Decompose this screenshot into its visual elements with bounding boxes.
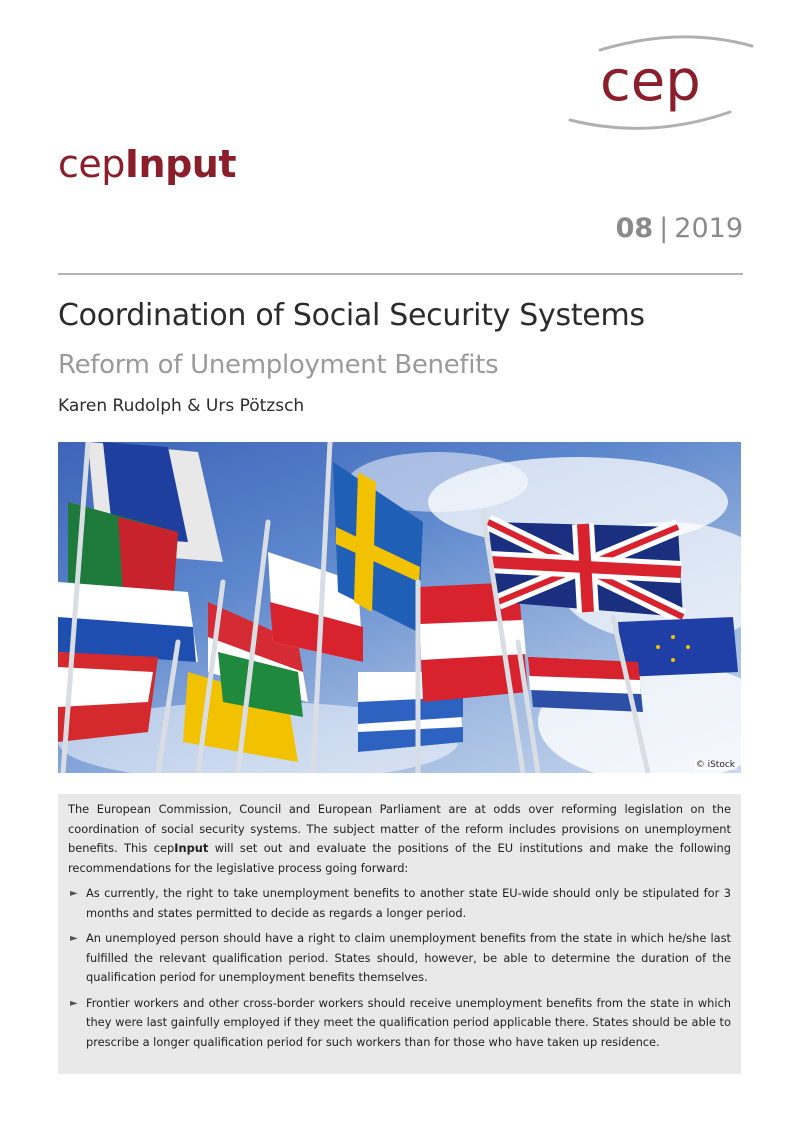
series-name (58, 142, 236, 186)
series-suffix: Input (124, 142, 237, 186)
issue-year: 2019 (674, 213, 743, 244)
list-item-text: As currently, the right to take unemployment benefits to another state EU-wide should only be stipulated for 3 months and states permitted to decide as regards a longer period. (86, 886, 731, 920)
recommendations-list (68, 884, 731, 1052)
list-item-text: Frontier workers and other cross-border workers should receive unemployment benefits from the state in which they were last gainfully employed if they meet the qualification period applicable there. States should be able to prescribe a longer qualification period for such workers than for those who have taken up residence. (86, 995, 731, 1049)
flags-illustration (58, 442, 741, 773)
intro-text-end: will set out and evaluate the positions of the EU institutions and make the following recommendations for the legislative process going forward: (68, 841, 731, 875)
list-item (68, 929, 731, 988)
triangle-bullet-icon: ► (70, 933, 78, 944)
photo-credit: © iStock (695, 760, 735, 770)
list-item (68, 884, 731, 923)
summary-intro (68, 800, 731, 878)
issue-number (616, 213, 743, 244)
document-authors: Karen Rudolph & Urs Pötzsch (58, 396, 305, 416)
summary-box (58, 794, 741, 1074)
cep-logo (560, 28, 760, 138)
logo-text: cep (600, 49, 701, 114)
issue-num: 08 (615, 213, 654, 244)
document-subtitle: Reform of Unemployment Benefits (58, 350, 499, 380)
triangle-bullet-icon: ► (70, 997, 78, 1009)
triangle-bullet-icon: ► (70, 888, 78, 899)
intro-text-bold: Input (174, 841, 209, 855)
series-prefix: cep (58, 142, 125, 186)
list-item-text: An unemployed person should have a right to claim unemployment benefits from the state in which he/she last fulfilled the relevant qualification period. States should, however, be able to determine the duration of the qualification period for unemployment benefits themselves. (86, 931, 731, 984)
issue-separator: | (659, 213, 669, 244)
document-title: Coordination of Social Security Systems (58, 298, 645, 333)
header-divider (58, 273, 743, 275)
intro-text-start: The European Commission, Council and European Parliament are at odds over reforming legislation on the coordination of social security systems. The subject matter of the reform includes provisions on unemployment benefits. This cep (68, 802, 731, 855)
cover-photo (58, 442, 741, 773)
list-item (68, 994, 731, 1053)
cep-logo-mark (560, 28, 760, 138)
